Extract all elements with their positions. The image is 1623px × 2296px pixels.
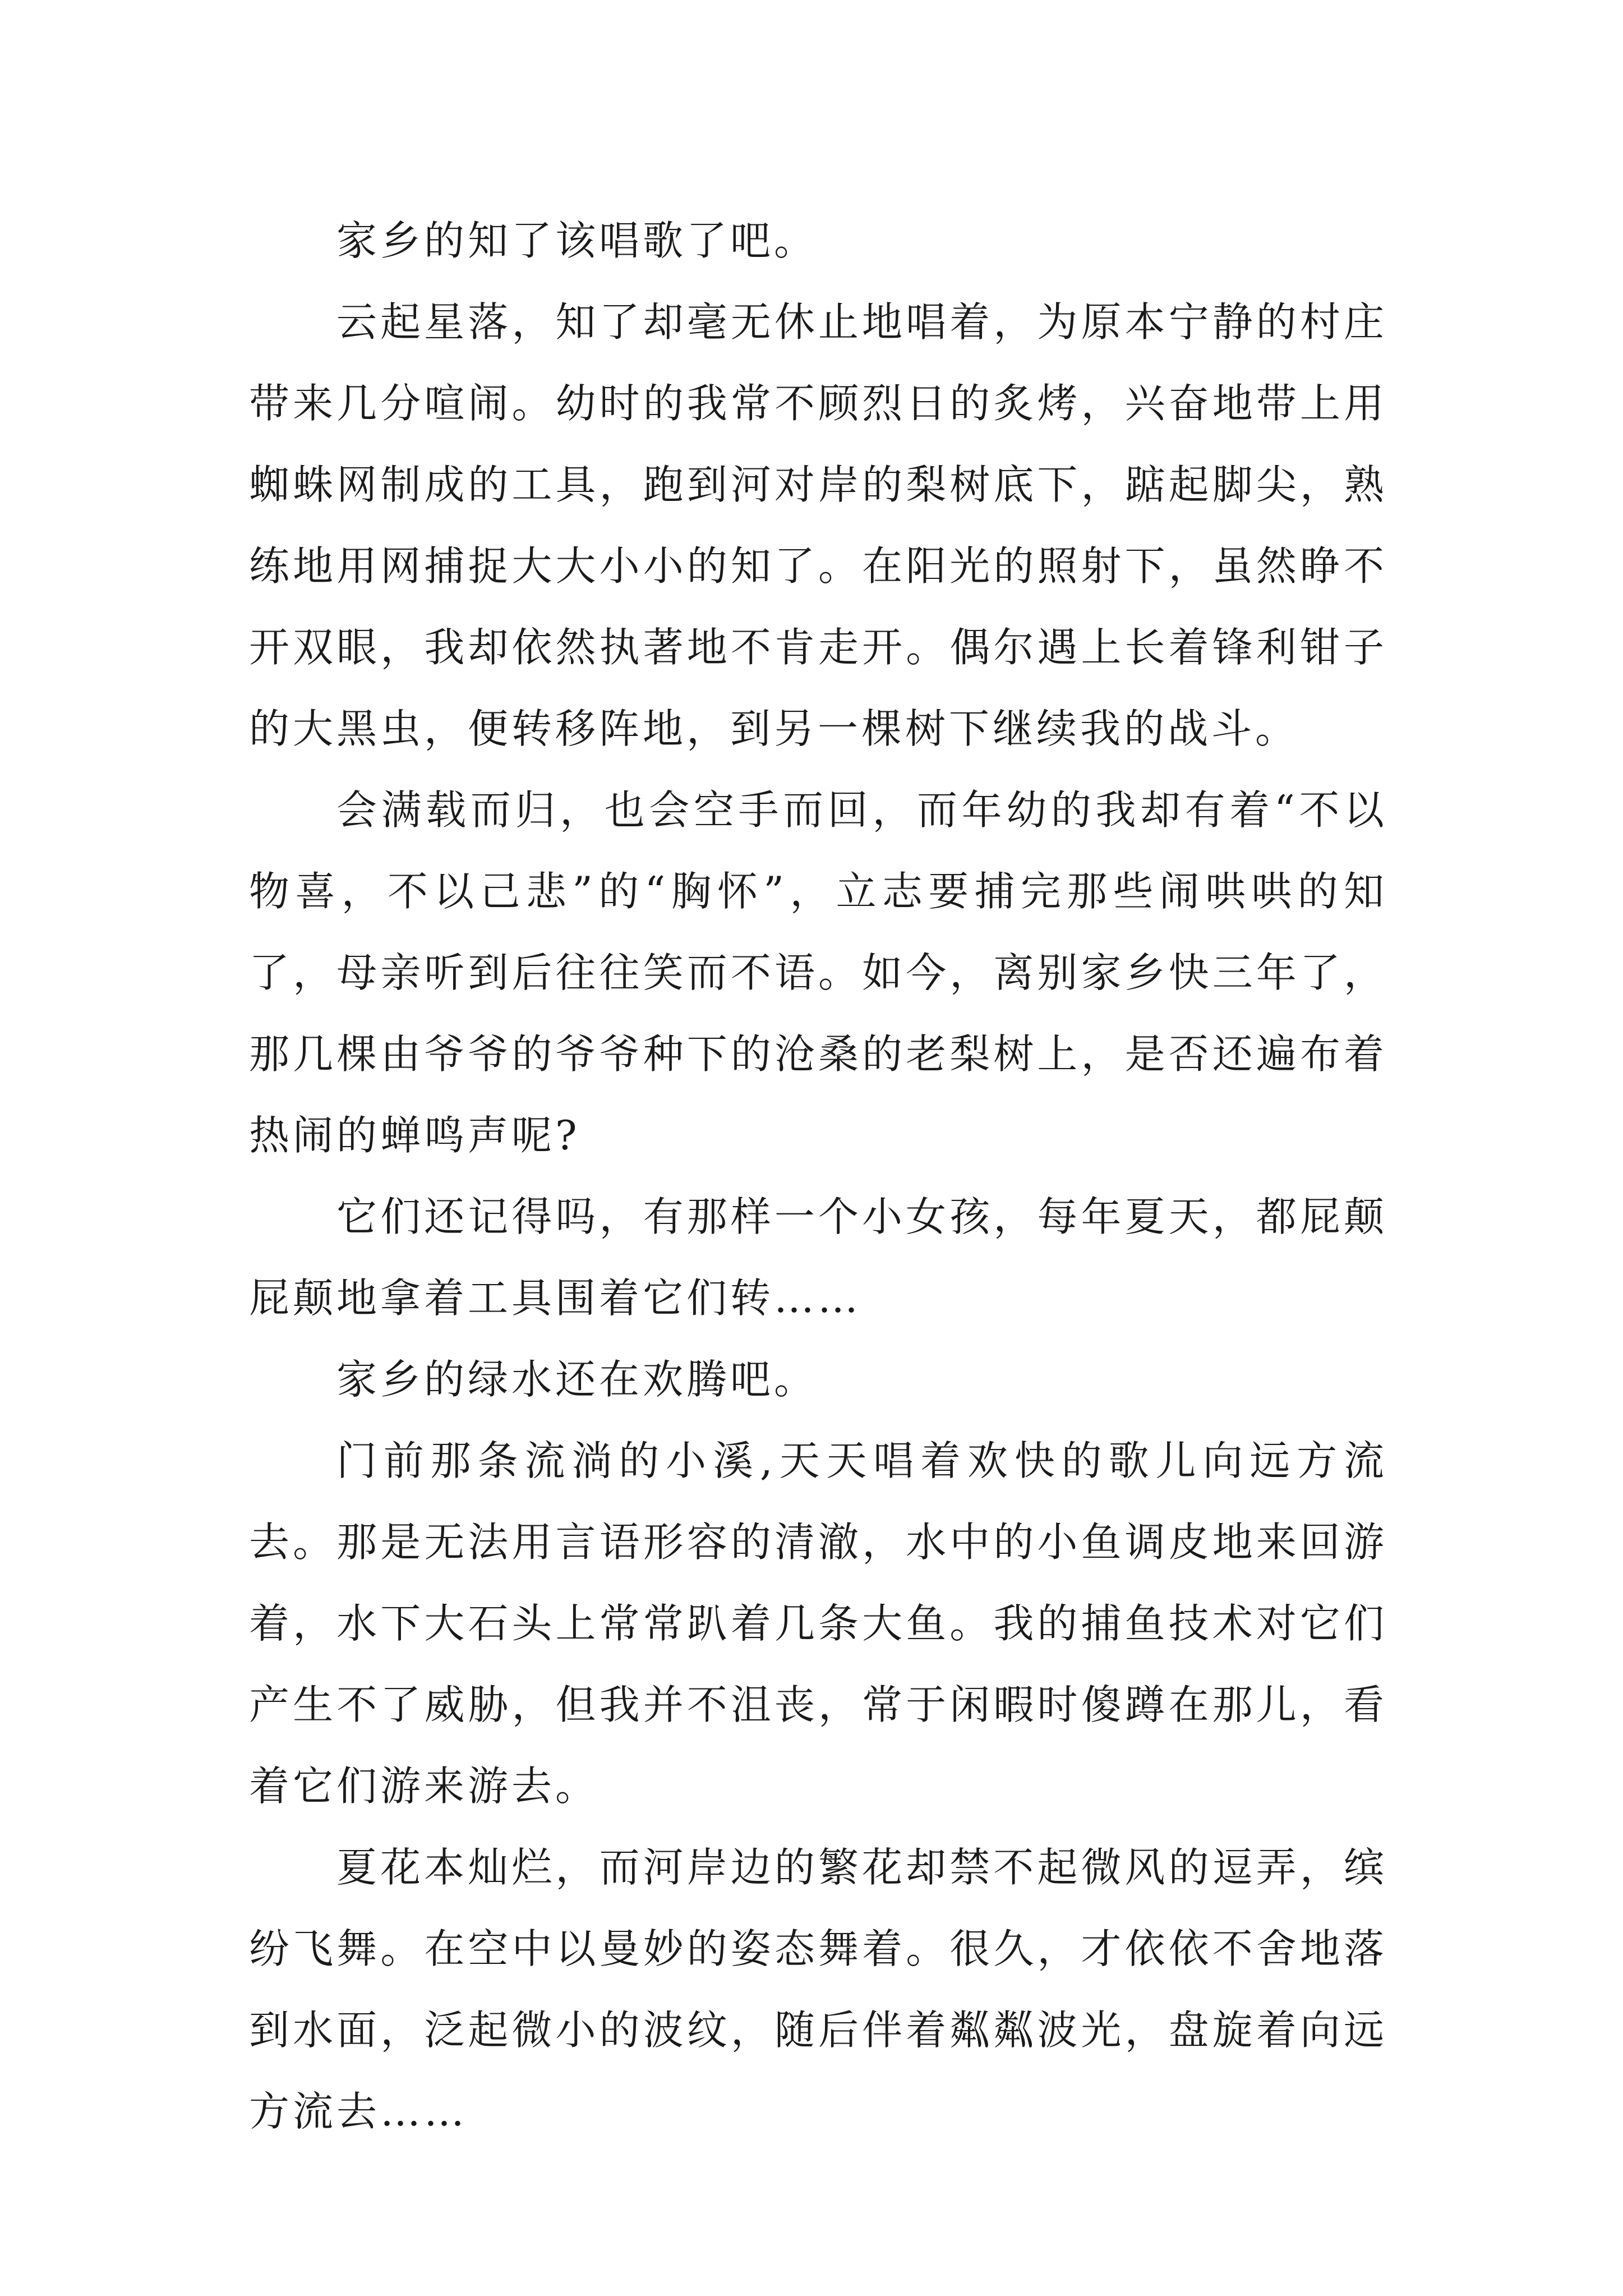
paragraph-stream: 门前那条流淌的小溪,天天唱着欢快的歌儿向远方流去。那是无法用言语形容的清澈，水中的小鱼调皮地来回游着，水下大石头上常常趴着几条大鱼。我的捕鱼技术对它们产生不了威胁，但我并不沮丧，常于闲暇时傻蹲在那儿，看着它们游来游去。 — [249, 1437, 1387, 1810]
paragraph-catching-cicadas: 云起星落，知了却毫无休止地唱着，为原本宁静的村庄带来几分喧闹。幼时的我常不顾烈日的炙烤，兴奋地带上用蜘蛛网制成的工具，跑到河对岸的梨树底下，踮起脚尖，熟练地用网捕捉大大小小的知了。在阳光的照射下，虽然睁不开双眼，我却依然执著地不肯走开。偶尔遇上长着锋利钳子的大黑虫，便转移阵地，到另一棵树下继续我的战斗。 — [249, 298, 1387, 752]
paragraph-summer-flowers: 夏花本灿烂，而河岸边的繁花却禁不起微风的逗弄，缤纷飞舞。在空中以曼妙的姿态舞着。很久，才依依不舍地落到水面，泛起微小的波纹，随后伴着粼粼波光，盘旋着向远方流去…… — [249, 1844, 1387, 2135]
text-column — [249, 200, 1387, 2152]
paragraph-childhood-ambition: 会满载而归，也会空手而回，而年幼的我却有着“不以物喜，不以己悲”的“胸怀”，立志要捕完那些闹哄哄的知了，母亲听到后往往笑而不语。如今，离别家乡快三年了，那几棵由爷爷的爷爷种下的沧桑的老梨树上，是否还遍布着热闹的蝉鸣声呢? — [249, 786, 1387, 1159]
paragraph-cicada-heading: 家乡的知了该唱歌了吧。 — [336, 217, 818, 264]
paragraph-little-girl: 它们还记得吗，有那样一个小女孩，每年夏天，都屁颠屁颠地拿着工具围着它们转…… — [249, 1193, 1387, 1322]
paragraph-water-heading: 家乡的绿水还在欢腾吧。 — [336, 1356, 818, 1403]
